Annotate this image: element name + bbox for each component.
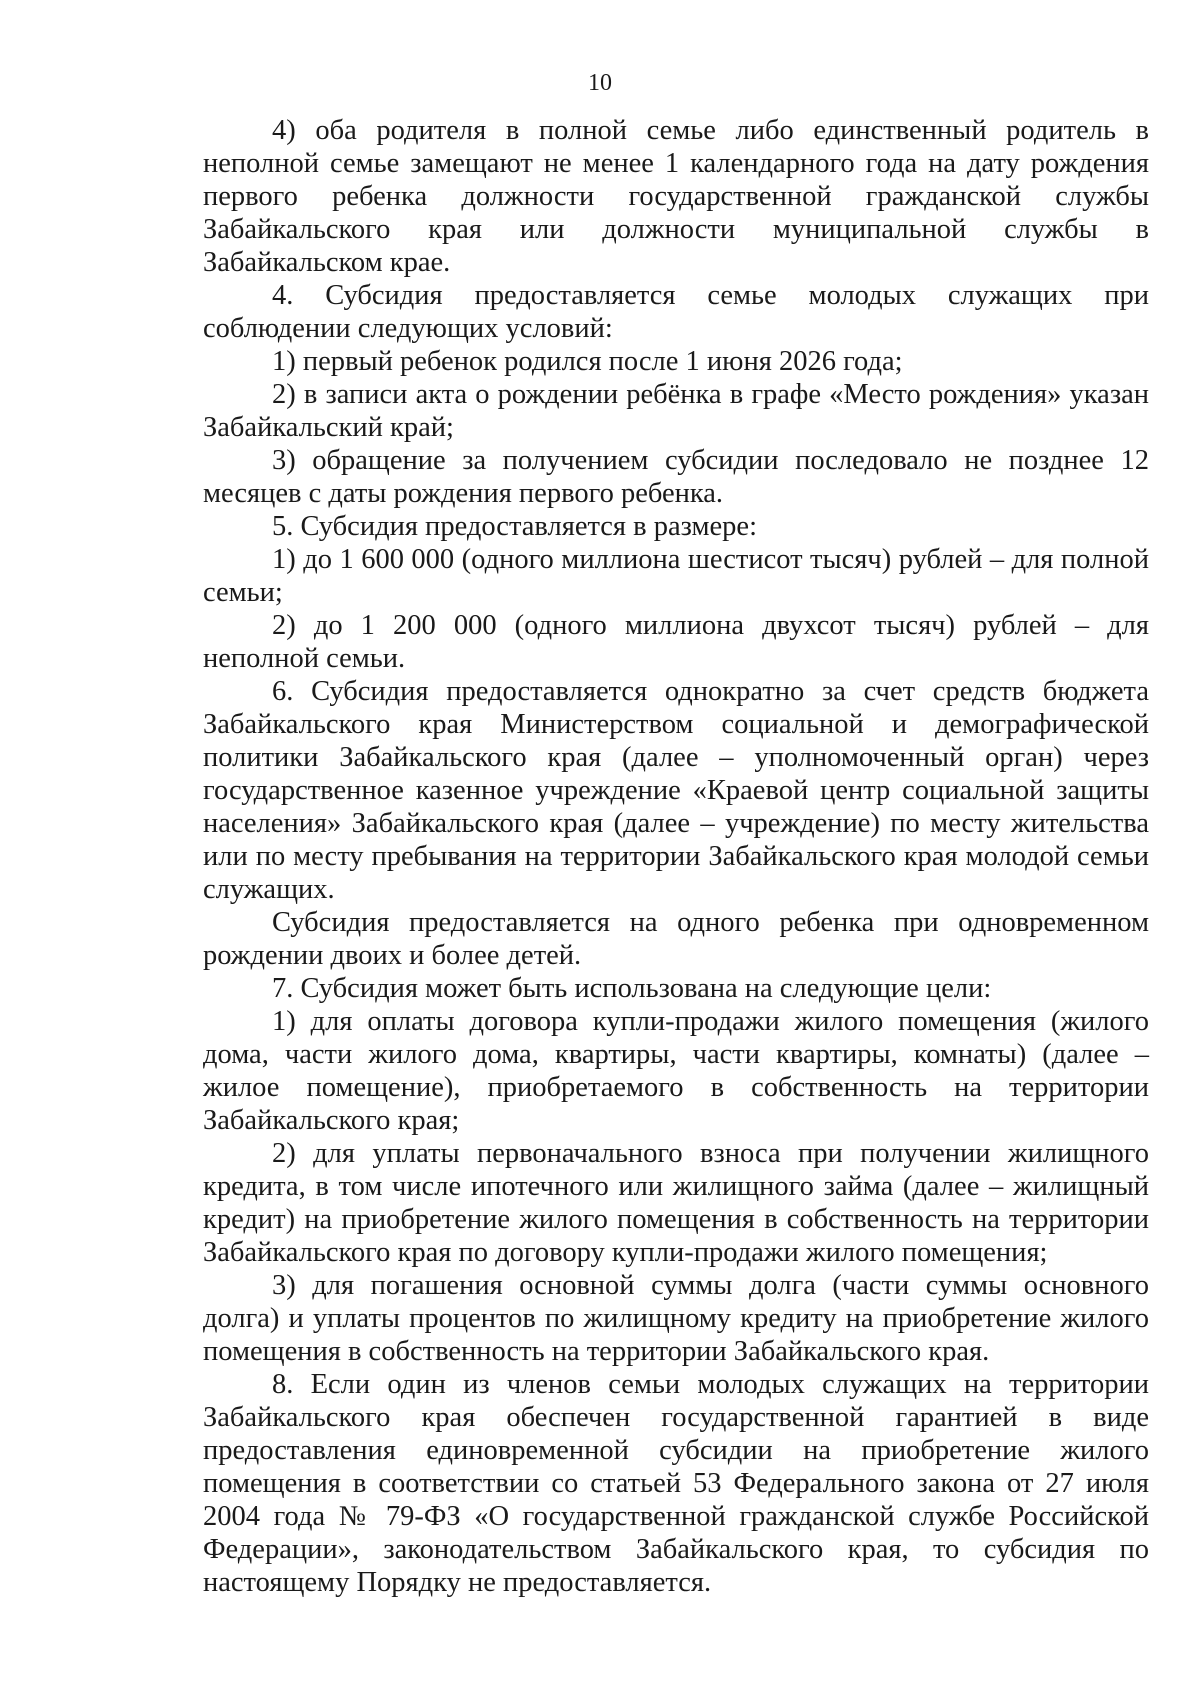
paragraph-clause-6-provision: 6. Субсидия предоставляется однократно за счет средств бюджета Забайкальского края Министерством социальной и демографической политики Забайкальского края (далее – уполномоченный орган) через государственное казенное учреждение «Краевой центр социальной защиты населения» Забайкальского края (далее – учреждение) по месту жительства или по месту пребывания на территории Забайкальского края молодой семьи служащих.	[203, 676, 1149, 905]
paragraph-purpose-3: 3) для погашения основной суммы долга (части суммы основного долга) и уплаты процентов по жилищному кредиту на приобретение жилого помещения в собственность на территории Забайкальского края.	[203, 1270, 1149, 1367]
document-body	[203, 114, 1149, 1599]
paragraph-amount-single-parent: 2) до 1 200 000 (одного миллиона двухсот тысяч) рублей – для неполной семьи.	[203, 610, 1149, 674]
paragraph-condition-2: 2) в записи акта о рождении ребёнка в графе «Место рождения» указан Забайкальский край;	[203, 379, 1149, 443]
paragraph-item-4-parents-service: 4) оба родителя в полной семье либо единственный родитель в неполной семье замещают не менее 1 календарного года на дату рождения первого ребенка должности государственной гражданской службы Забайкальского края или должности муниципальной службы в Забайкальском крае.	[203, 115, 1149, 278]
paragraph-purpose-2: 2) для уплаты первоначального взноса при получении жилищного кредита, в том числе ипотечного или жилищного займа (далее – жилищный кредит) на приобретение жилого помещения в собственность на территории Забайкальского края по договору купли-продажи жилого помещения;	[203, 1138, 1149, 1268]
paragraph-clause-7-purposes: 7. Субсидия может быть использована на следующие цели:	[272, 973, 992, 1004]
paragraph-condition-1: 1) первый ребенок родился после 1 июня 2026 года;	[272, 346, 903, 377]
paragraph-condition-3: 3) обращение за получением субсидии последовало не позднее 12 месяцев с даты рождения первого ребенка.	[203, 445, 1149, 509]
paragraph-purpose-1: 1) для оплаты договора купли-продажи жилого помещения (жилого дома, части жилого дома, квартиры, части квартиры, комнаты) (далее – жилое помещение), приобретаемого в собственность на территории Забайкальского края;	[203, 1006, 1149, 1136]
paragraph-multiple-births: Субсидия предоставляется на одного ребенка при одновременном рождении двоих и более детей.	[203, 907, 1149, 971]
paragraph-amount-full-family: 1) до 1 600 000 (одного миллиона шестисот тысяч) рублей – для полной семьи;	[203, 544, 1149, 608]
page-number: 10	[588, 70, 612, 96]
paragraph-clause-8-exclusion: 8. Если один из членов семьи молодых служащих на территории Забайкальского края обеспечен государственной гарантией в виде предоставления единовременной субсидии на приобретение жилого помещения в соответствии со статьей 53 Федерального закона от 27 июля 2004 года № 79-ФЗ «О государственной гражданской службе Российской Федерации», законодательством Забайкальского края, то субсидия по настоящему Порядку не предоставляется.	[203, 1369, 1149, 1598]
paragraph-clause-5-amount: 5. Субсидия предоставляется в размере:	[272, 511, 757, 542]
paragraph-clause-4-conditions: 4. Субсидия предоставляется семье молодых служащих при соблюдении следующих условий:	[203, 280, 1149, 344]
